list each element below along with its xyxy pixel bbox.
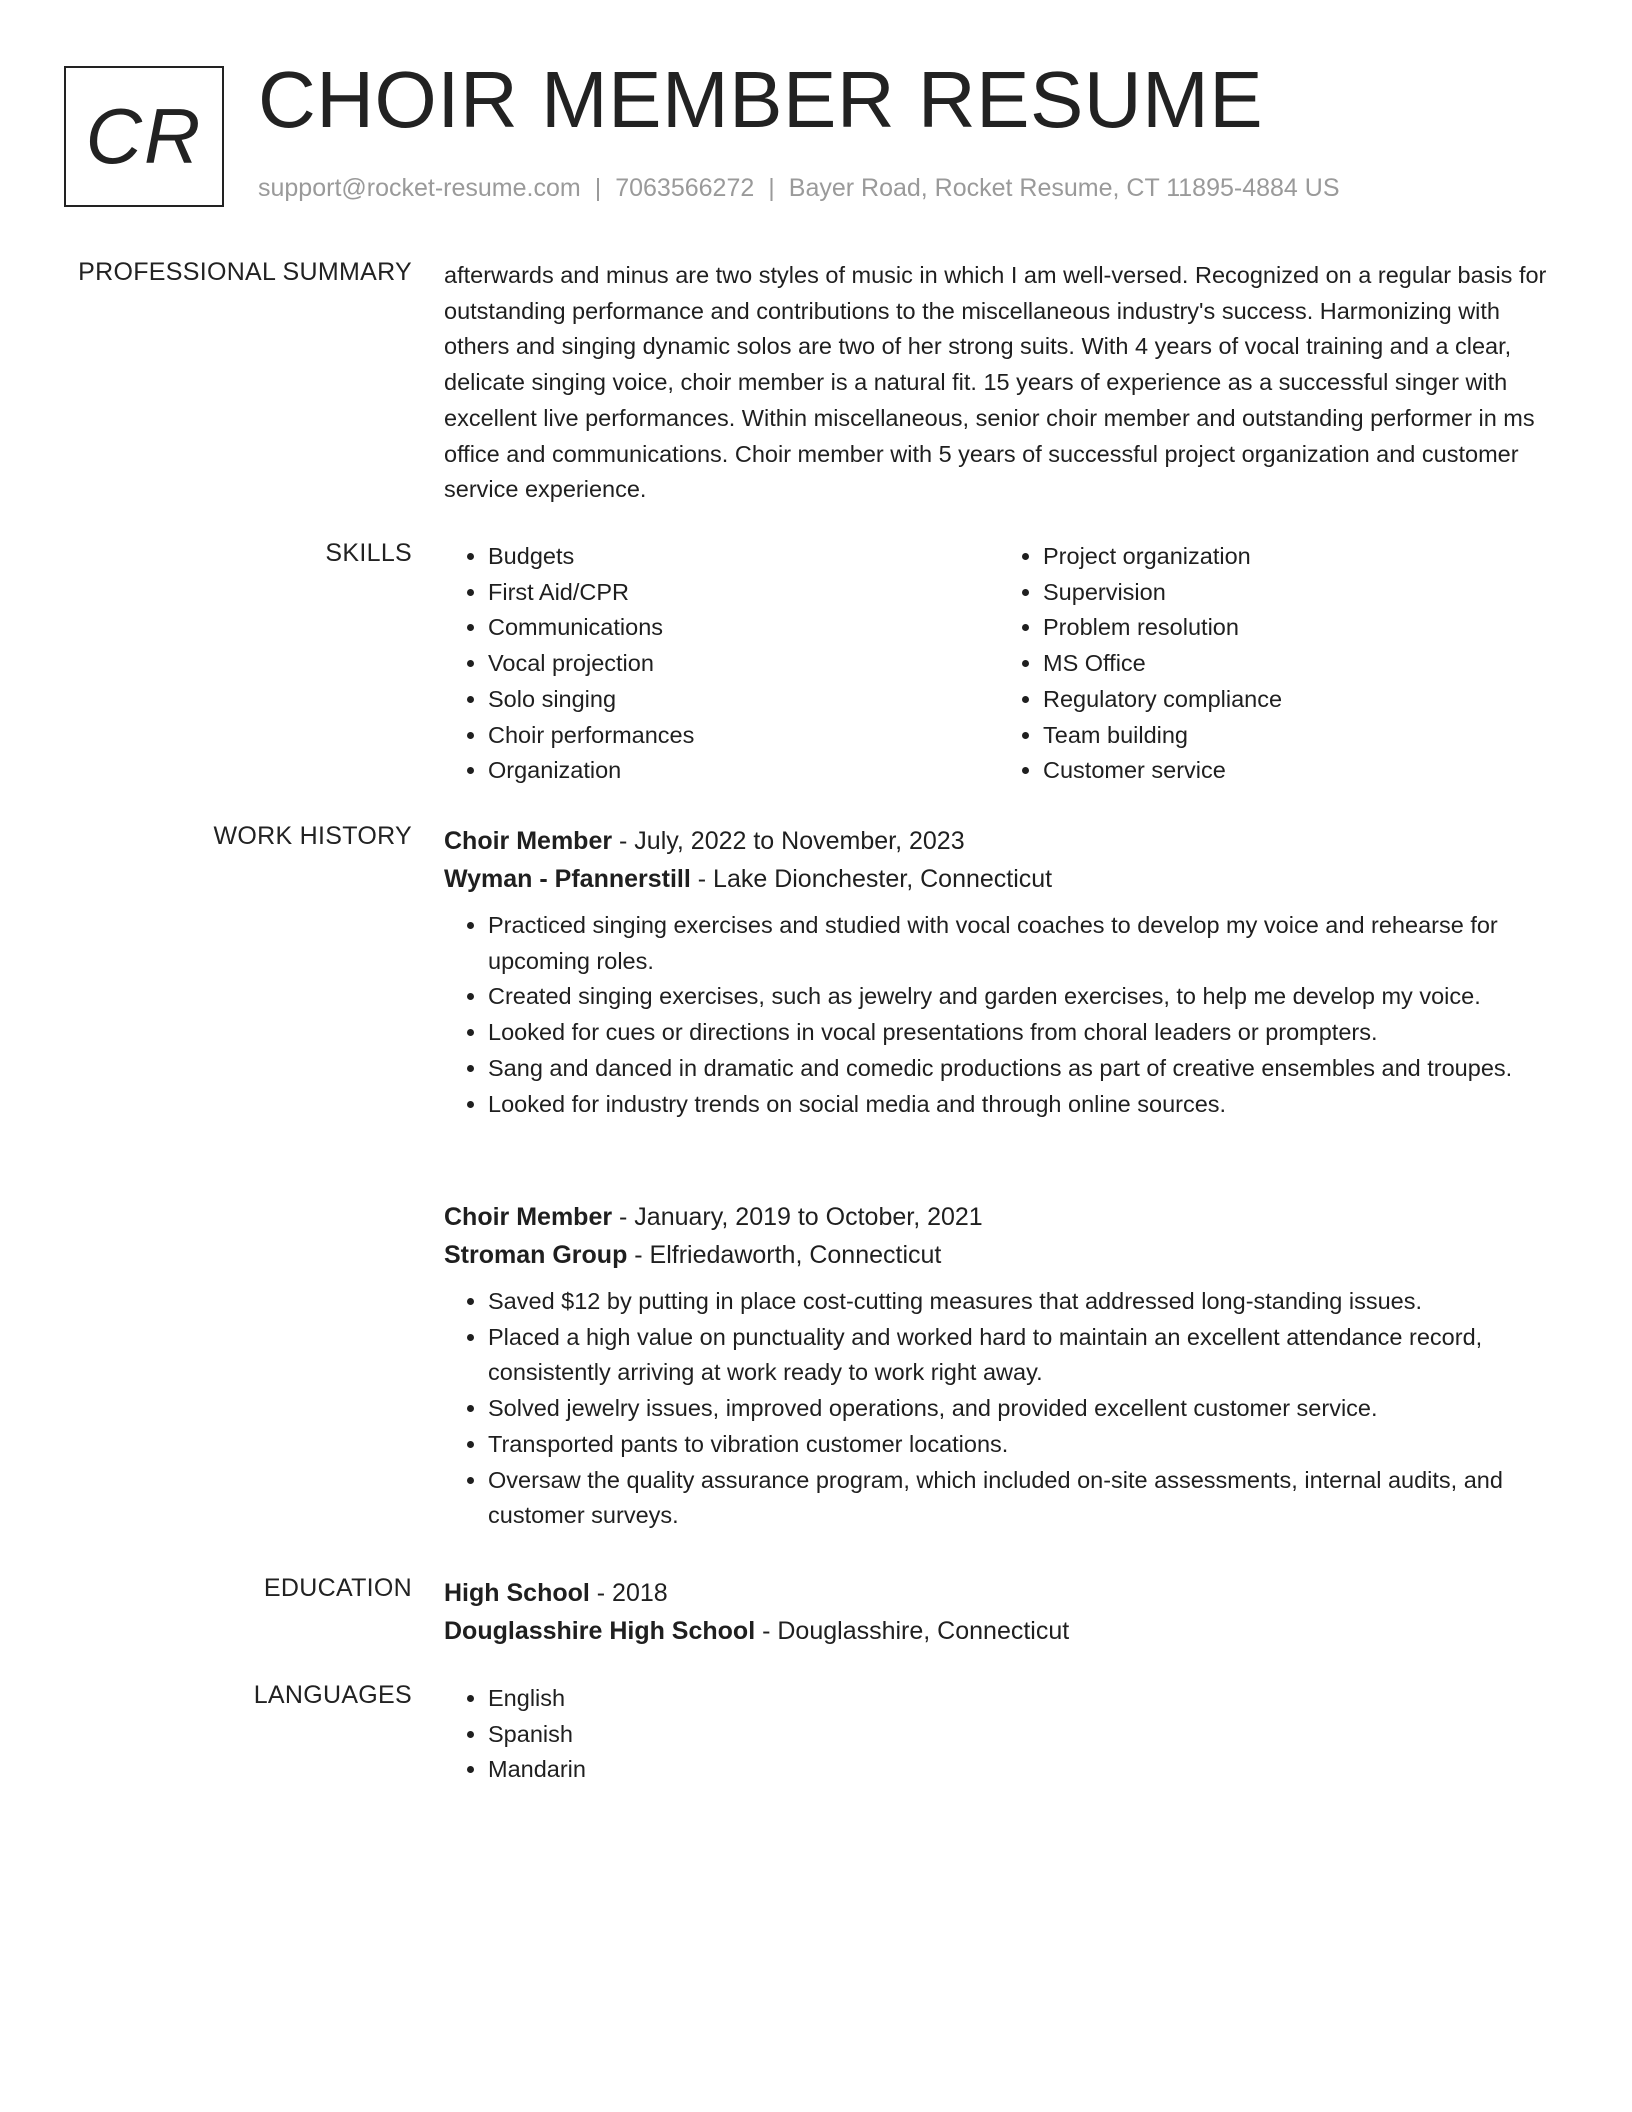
education-school: Douglasshire High School: [444, 1617, 756, 1645]
section-heading-work-history: WORK HISTORY: [213, 822, 412, 850]
contact-phone: 7063566272: [615, 174, 755, 202]
section-heading-summary: PROFESSIONAL SUMMARY: [78, 258, 412, 286]
skill-item: • Project organization: [1043, 539, 1554, 575]
skill-item: • Budgets: [488, 539, 999, 575]
job-location: - Elfriedaworth, Connecticut: [627, 1241, 942, 1269]
job-duty: • Transported pants to vibration customer locations.: [488, 1427, 1554, 1463]
education-degree-line: [444, 1574, 1554, 1612]
skill-item: • Supervision: [1043, 575, 1554, 611]
language-item: • Mandarin: [488, 1752, 1554, 1788]
job-company: Wyman - Pfannerstill: [444, 865, 691, 893]
contact-separator: |: [594, 174, 602, 202]
job-duty: • Saved $12 by putting in place cost-cutting measures that addressed long-standing issues.: [488, 1284, 1554, 1320]
job-entry: [444, 1198, 1554, 1534]
language-item: • Spanish: [488, 1717, 1554, 1753]
job-entry: [444, 822, 1554, 1122]
job-location: - Lake Dionchester, Connecticut: [690, 865, 1053, 893]
skill-item: • Team building: [1043, 718, 1554, 754]
job-duty: • Looked for industry trends on social media and through online sources.: [488, 1087, 1554, 1123]
section-heading-skills: SKILLS: [325, 539, 412, 567]
skill-item: • First Aid/CPR: [488, 575, 999, 611]
job-duties-list: [444, 908, 1554, 1122]
education-entry: [444, 1574, 1554, 1650]
education-location: - Douglasshire, Connecticut: [755, 1617, 1070, 1645]
skill-item: • Vocal projection: [488, 646, 999, 682]
contact-separator: |: [768, 174, 775, 202]
job-company: Stroman Group: [444, 1241, 628, 1269]
languages-list: [444, 1681, 1554, 1788]
job-duty: • Solved jewelry issues, improved operations, and provided excellent customer service.: [488, 1391, 1554, 1427]
skill-item: • Communications: [488, 610, 999, 646]
contact-address: Bayer Road, Rocket Resume, CT 11895-4884 US: [788, 174, 1340, 202]
skill-item: • Regulatory compliance: [1043, 682, 1554, 718]
section-heading-languages: LANGUAGES: [253, 1681, 412, 1709]
job-duties-list: [444, 1284, 1554, 1534]
resume-title: CHOIR MEMBER RESUME: [258, 55, 1264, 144]
job-duty: • Looked for cues or directions in vocal presentations from choral leaders or prompters.: [488, 1015, 1554, 1051]
skills-list-left: [444, 539, 999, 789]
monogram-initials: CR: [85, 92, 203, 180]
skill-item: • Choir performances: [488, 718, 999, 754]
job-title-line: [444, 822, 1554, 860]
job-duty: • Sang and danced in dramatic and comedic productions as part of creative ensembles and troupes.: [488, 1051, 1554, 1087]
language-item: • English: [488, 1681, 1554, 1717]
skill-item: • Organization: [488, 753, 999, 789]
skills-list-right: [999, 539, 1554, 789]
job-title: Choir Member: [444, 1203, 613, 1231]
job-title: Choir Member: [444, 827, 613, 855]
job-duty: • Oversaw the quality assurance program, which included on-site assessments, internal audits, and customer surveys.: [488, 1463, 1554, 1534]
job-duty: • Created singing exercises, such as jewelry and garden exercises, to help me develop my voice.: [488, 979, 1554, 1015]
skill-item: • MS Office: [1043, 646, 1554, 682]
job-company-line: [444, 1236, 1554, 1274]
education-school-line: [444, 1612, 1554, 1650]
skill-item: • Customer service: [1043, 753, 1554, 789]
job-duty: • Placed a high value on punctuality and worked hard to maintain an excellent attendance record, consistently arriving at work ready to work right away.: [488, 1320, 1554, 1391]
job-title-line: [444, 1198, 1554, 1236]
skill-item: • Problem resolution: [1043, 610, 1554, 646]
job-dates: - July, 2022 to November, 2023: [612, 827, 965, 855]
job-dates: - January, 2019 to October, 2021: [612, 1203, 983, 1231]
contact-email: support@rocket-resume.com: [258, 174, 581, 202]
job-company-line: [444, 860, 1554, 898]
education-degree: High School: [444, 1579, 590, 1607]
contact-line: [258, 174, 1340, 203]
education-year: - 2018: [589, 1579, 668, 1607]
monogram-box: [64, 66, 224, 207]
section-heading-education: EDUCATION: [263, 1574, 412, 1602]
job-duty: • Practiced singing exercises and studied with vocal coaches to develop my voice and rehearse for upcoming roles.: [488, 908, 1554, 979]
skill-item: • Solo singing: [488, 682, 999, 718]
summary-text: afterwards and minus are two styles of music in which I am well-versed. Recognized on a regular basis for outstanding performance and contributions to the miscellaneous industry's success. Harmonizing with others and singing dynamic solos are two of her strong suits. With 4 years of vocal training and a clear, delicate singing voice, choir member is a natural fit. 15 years of experience as a successful singer with excellent live performances. Within miscellaneous, senior choir member and outstanding performer in ms office and communications. Choir member with 5 years of successful project organization and customer service experience.: [444, 262, 1547, 503]
